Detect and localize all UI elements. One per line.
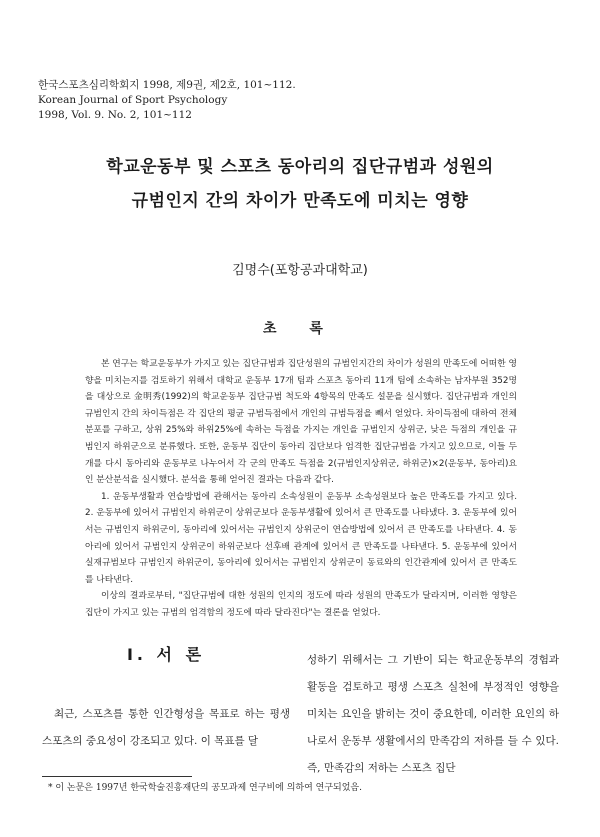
right-column <box>307 647 559 782</box>
abstract-paragraph: 본 연구는 학교운동부가 가지고 있는 집단규범과 집단성원의 규범인지간의 차이가 성원의 만족도에 어떠한 영향을 미치는지를 검토하기 위해서 대학교 운동부 17개 팀과 스포츠 동아리 11개 팀에 소속하는 남자부원 352명을 대상으로 金明秀(1992)의 학교운동부 집단규범 척도와 4항목의 만족도 설문을 실시했다. 집단규범과 개인의 규범인지 간의 차이득점은 각 집단의 평균 규범득점에서 개인의 규범득점을 빼서 얻었다. 차이득점에 대하여 전체 분포를 구하고, 상위 25%와 하위25%에 속하는 득점을 가지는 개인을 규범인지 상위군, 낮은 득점의 개인을 규범인지 하위군으로 분류했다. 또한, 운동부 집단이 동아리 집단보다 엄격한 집단규범을 가지고 있으므로, 이들 두 개를 다시 동아리와 운동부로 나누어서 각 군의 만족도 득점을 2(규범인지상위군, 하위군)×2(운동부, 동아리)요인 분산분석을 실시했다. 분석을 통해 얻어진 결과는 다음과 같다. <box>85 359 517 486</box>
citation-volume: 1998, Vol. 9. No. 2, 101~112 <box>38 109 192 121</box>
abstract-heading: 초 록 <box>263 321 337 337</box>
abstract-paragraph: 1. 운동부생활과 연습방법에 관해서는 동아리 소속성원이 운동부 소속성원보다 높은 만족도를 가지고 있다. 2. 운동부에 있어서 규범인지 하위군이 상위군보다 운동부생활에 있어서 큰 만족도를 나타냈다. 3. 운동부에 있어서는 규범인지 하위군이, 동아리에 있어서는 규범인지 상위군이 연습방법에 있어서 큰 만족도를 나타낸다. 4. 동아리에 있어서 규범인지 상위군이 하위군보다 선후배 관계에 있어서 큰 만족도를 나타낸다. 5. 운동부에 있어서 실재규범보다 규범인지 하위군이, 동아리에 있어서는 규범인지 상위군이 동료와의 인간관계에 있어서 큰 만족도를 나타낸다. <box>85 491 517 585</box>
title-line-2: 규범인지 간의 차이가 만족도에 미치는 영향 <box>131 191 469 211</box>
intro-paragraph-left: 최근, 스포츠를 통한 인간형성을 목표로 하는 평생 스포츠의 중요성이 강조되고 있다. 이 목표를 달 <box>42 708 290 747</box>
abstract-paragraph: 이상의 결과로부터, "집단규범에 대한 성원의 인지의 정도에 따라 성원의 만족도가 달라지며, 이러한 영향은 집단이 가지고 있는 규범의 엄격함의 정도에 따라 달라진다"는 결론을 얻었다. <box>85 591 517 618</box>
intro-paragraph-right: 성하기 위해서는 그 기반이 되는 학교운동부의 경험과 활동을 검토하고 평생 스포츠 실천에 부정적인 영향을 미치는 요인을 밝히는 것이 중요한데, 이러한 요인의 하나로서 운동부 생활에서의 만족감의 저하를 들 수 있다. 즉, 만족감의 저하는 스포츠 집단 <box>307 654 559 774</box>
journal-citation <box>38 78 296 123</box>
footnote: * 이 논문은 1997년 한국학술진흥재단의 공모과제 연구비에 의하여 연구되었음. <box>48 783 362 793</box>
citation-korean: 한국스포츠심리학회지 1998, 제9권, 제2호, 101~112. <box>38 79 296 91</box>
left-column <box>42 642 290 755</box>
paper-title <box>0 150 600 218</box>
footnote-divider <box>42 776 192 777</box>
section-title-introduction: I. 서 론 <box>126 645 206 664</box>
citation-english: Korean Journal of Sport Psychology <box>38 94 228 106</box>
abstract-body <box>85 356 517 622</box>
title-line-1: 학교운동부 및 스포츠 동아리의 집단규범과 성원의 <box>106 157 494 177</box>
author-affiliation: 김명수(포항공과대학교) <box>232 263 368 278</box>
